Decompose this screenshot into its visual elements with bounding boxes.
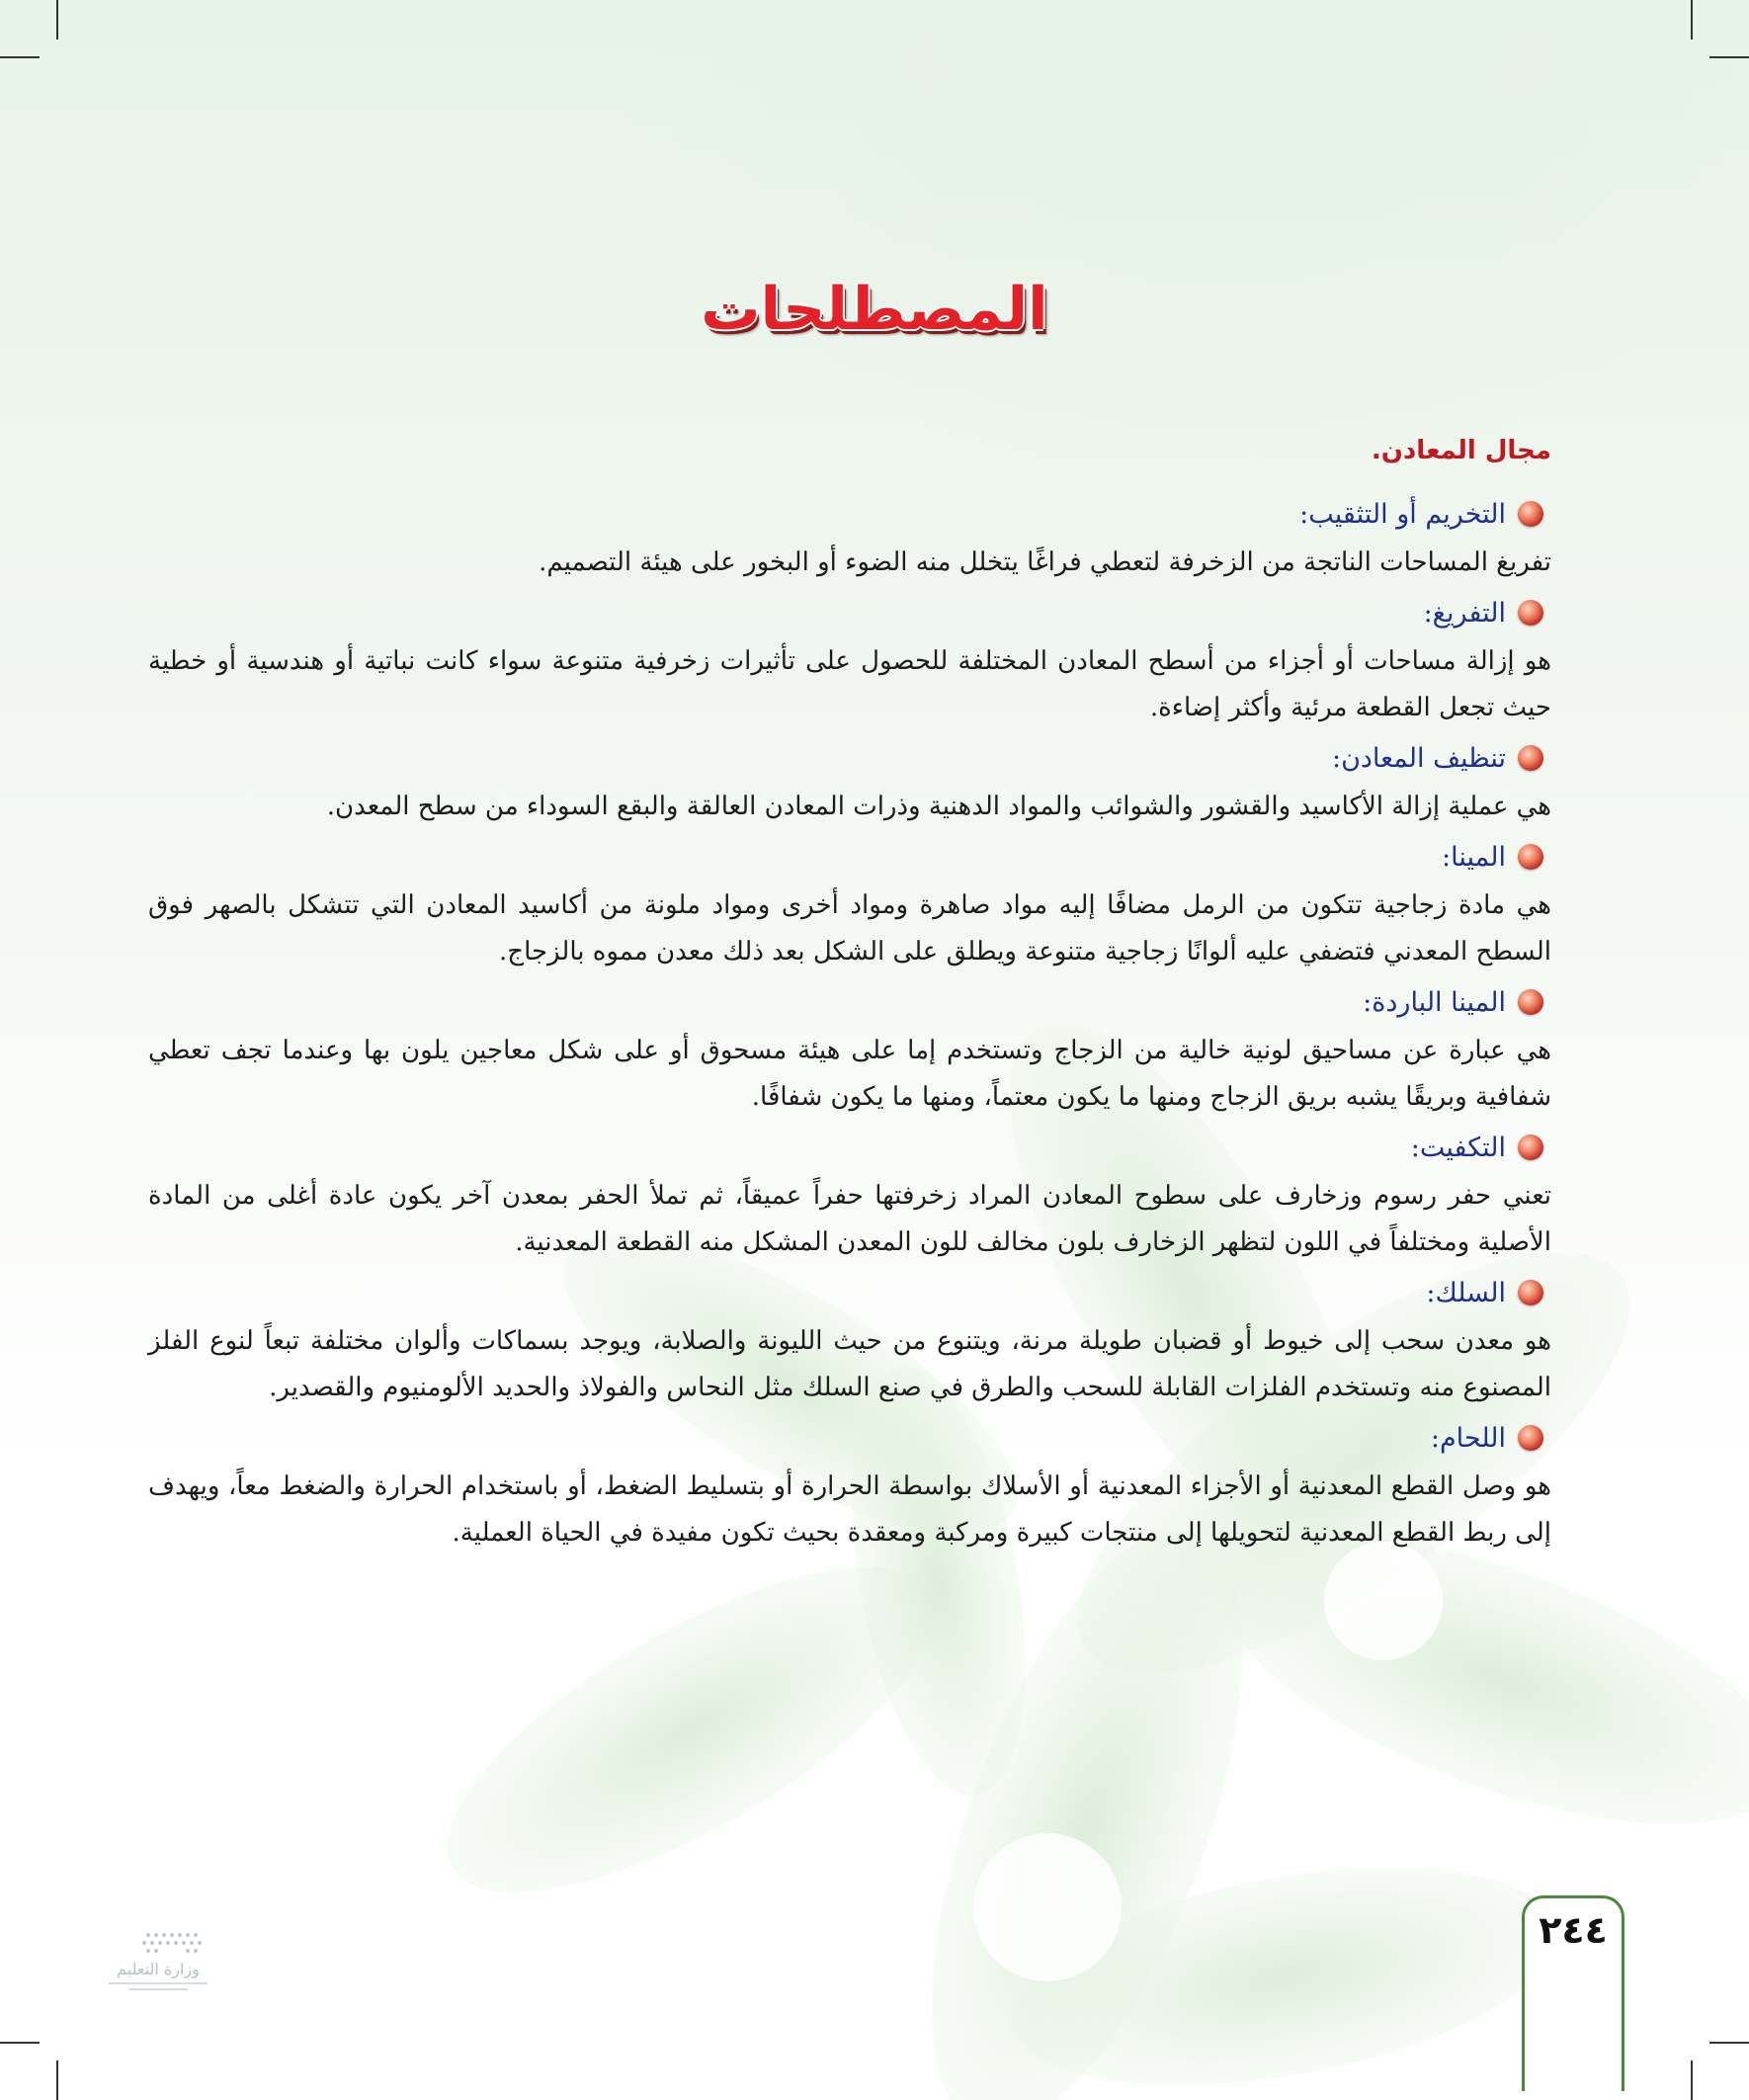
term-definition: هي عبارة عن مساحيق لونية خالية من الزجاج وتستخدم إما على هيئة مسحوق أو على شكل معاجين يلون بها وعندما تجف تعطي شفافية وبريقًا يشبه بريق الزجاج ومنها ما يكون معتماً، ومنها ما يكون شفافًا. xyxy=(148,1036,1551,1112)
term-heading xyxy=(148,734,1551,784)
crop-mark xyxy=(0,2042,40,2044)
term-definition: تفريغ المساحات الناتجة من الزخرفة لتعطي فراغًا يتخلل منه الضوء أو البخور على هيئة التصميم. xyxy=(539,547,1551,577)
page-title: المصطلحات xyxy=(701,275,1048,344)
bullet-icon xyxy=(1518,989,1543,1015)
term-heading xyxy=(148,1269,1551,1318)
section-heading: مجال المعادن. xyxy=(1371,436,1551,465)
crop-mark xyxy=(1709,56,1749,58)
content xyxy=(148,433,1551,1559)
bullet-icon xyxy=(1518,1425,1543,1451)
bullet-icon xyxy=(1518,600,1543,626)
page-number: ٢٤٤ xyxy=(1539,1908,1608,1952)
bullet-icon xyxy=(1518,501,1543,527)
term-item xyxy=(148,833,1551,975)
term-definition: هي مادة زجاجية تتكون من الرمل مضافًا إليه مواد صاهرة ومواد أخرى ومواد ملونة من أكاسيد المعادن التي تتشكل بالصهر فوق السطح المعدني فتضفي عليه ألوانًا زجاجية متنوعة ويطلق على الشكل بعد ذلك معدن مموه بالزجاج. xyxy=(148,890,1551,966)
term-heading xyxy=(148,589,1551,638)
bullet-icon xyxy=(1518,844,1543,870)
bullet-icon xyxy=(1518,745,1543,771)
term-definition: هو وصل القطع المعدنية أو الأجزاء المعدنية أو الأسلاك بواسطة الحرارة أو بتسليط الضغط، أو باستخدام الحرارة والضغط معاً، ويهدف إلى ربط القطع المعدنية لتحويلها إلى منتجات كبيرة ومركبة ومعقدة بحيث تكون مفيدة في الحياة العملية. xyxy=(148,1471,1552,1548)
crop-mark xyxy=(1709,2042,1749,2044)
term-heading xyxy=(148,833,1551,882)
term-definition: تعني حفر رسوم وزخارف على سطوح المعادن المراد زخرفتها حفراً عميقاً، ثم تملأ الحفر بمعدن آخر يكون عادة أغلى من المادة الأصلية ومختلفاً في اللون لتظهر الزخارف بلون مخالف للون المعدن المشكل منه القطعة المعدنية. xyxy=(148,1181,1551,1257)
crop-mark xyxy=(56,2060,58,2100)
page-number-frame xyxy=(1522,1895,1624,2091)
ministry-logo-icon xyxy=(99,1927,247,1996)
term-item xyxy=(148,734,1551,830)
term-definition: هو معدن سحب إلى خيوط أو قضبان طويلة مرنة، ويتنوع من حيث الليونة والصلابة، ويوجد بسماكات وألوان مختلفة تبعاً لنوع الفلز المصنوع منه وتستخدم الفلزات القابلة للسحب والطرق في صنع السلك مثل النحاس والفولاذ والحديد الألومنيوم والقصدير. xyxy=(148,1326,1551,1402)
ministry-logo xyxy=(99,1927,247,1996)
term-heading xyxy=(148,1124,1551,1173)
term-label: المينا الباردة: xyxy=(1363,987,1506,1018)
term-item xyxy=(148,1414,1551,1556)
term-label: التخريم أو التثقيب: xyxy=(1299,499,1506,530)
term-heading xyxy=(148,978,1551,1028)
term-label: اللحام: xyxy=(1430,1423,1506,1454)
crop-mark xyxy=(56,0,58,40)
term-label: السلك: xyxy=(1426,1278,1506,1308)
term-item xyxy=(148,490,1551,586)
crop-mark xyxy=(1691,2060,1693,2100)
term-definition: هي عملية إزالة الأكاسيد والقشور والشوائب والمواد الدهنية وذرات المعادن العالقة والبقع السوداء من سطح المعدن. xyxy=(326,792,1551,821)
term-item xyxy=(148,1124,1551,1266)
term-label: التفريغ: xyxy=(1423,598,1506,629)
crop-mark xyxy=(1691,0,1693,40)
term-heading xyxy=(148,1414,1551,1464)
term-heading xyxy=(148,490,1551,540)
logo-text: وزارة التعليم xyxy=(117,1960,200,1978)
term-item xyxy=(148,978,1551,1121)
bullet-icon xyxy=(1518,1280,1543,1305)
term-label: تنظيف المعادن: xyxy=(1331,743,1506,774)
bullet-icon xyxy=(1518,1134,1543,1160)
term-definition: هو إزالة مساحات أو أجزاء من أسطح المعادن المختلفة للحصول على تأثيرات زخرفية متنوعة سواء كانت نباتية أو هندسية أو خطية حيث تجعل القطعة مرئية وأكثر إضاءة. xyxy=(148,646,1551,722)
term-label: التكفيت: xyxy=(1410,1133,1506,1163)
term-item xyxy=(148,589,1551,731)
term-label: المينا: xyxy=(1442,842,1506,873)
term-item xyxy=(148,1269,1551,1411)
crop-mark xyxy=(0,56,40,58)
